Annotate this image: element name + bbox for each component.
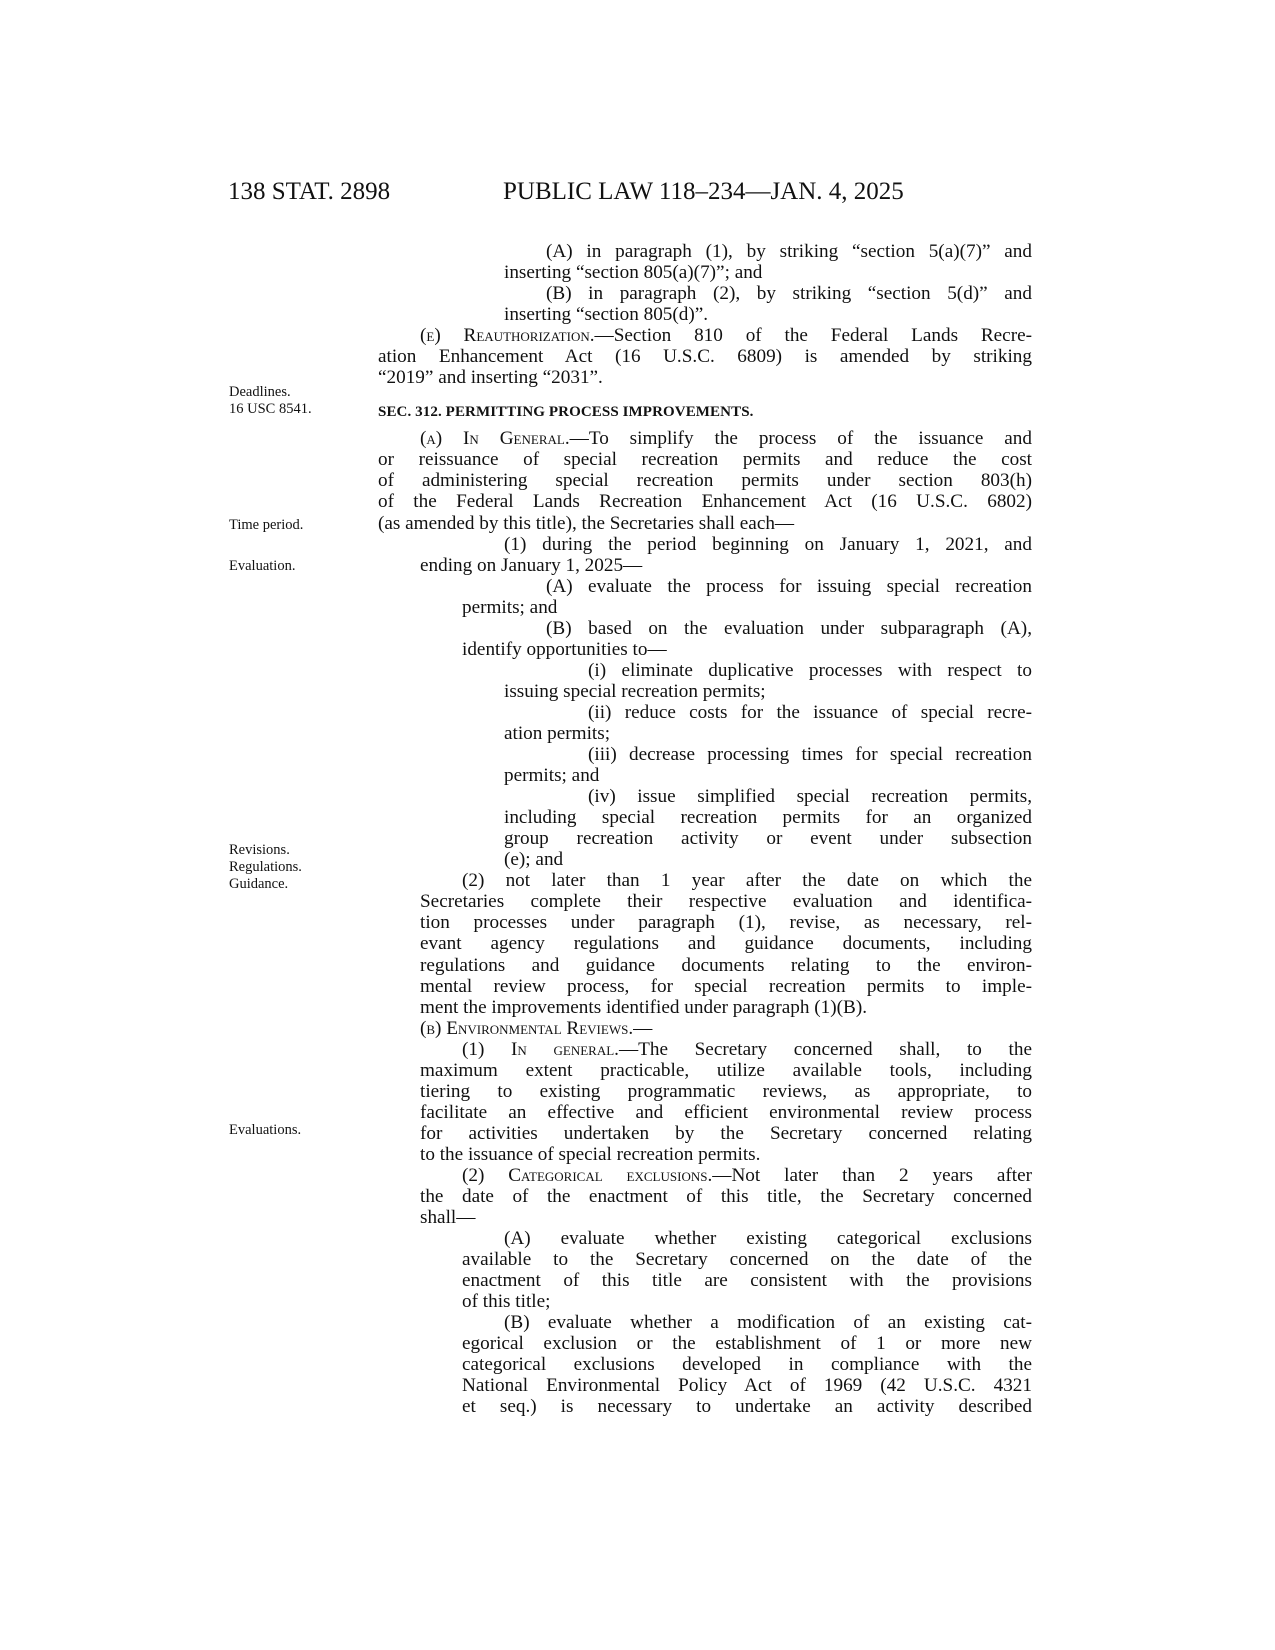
text-line: for activities undertaken by the Secretary concerned relating bbox=[420, 1122, 1032, 1144]
text-line: (e); and bbox=[504, 849, 564, 871]
text-line: regulations and guidance documents relating to the environ- bbox=[420, 954, 1032, 976]
margin-note-time-period: Time period. bbox=[229, 517, 304, 533]
text-line: categorical exclusions developed in compliance with the bbox=[462, 1354, 1032, 1376]
clause-iii bbox=[378, 744, 1032, 786]
amendment-paragraph-a bbox=[378, 241, 1032, 283]
margin-note-deadlines bbox=[229, 384, 312, 418]
margin-note-evaluation: Evaluation. bbox=[229, 558, 296, 574]
text-run: — bbox=[633, 1017, 653, 1039]
text-line: maximum extent practicable, utilize available tools, including bbox=[420, 1059, 1032, 1081]
statute-body bbox=[378, 241, 1032, 1418]
amendment-paragraph-b bbox=[378, 283, 1032, 325]
text-line: tiering to existing programmatic reviews, as appropriate, to bbox=[420, 1080, 1032, 1102]
paragraph-heading: (2) Categorical exclusions. bbox=[462, 1164, 713, 1186]
margin-note-evaluations: Evaluations. bbox=[229, 1122, 302, 1138]
subparagraph-1A bbox=[378, 576, 1032, 618]
env-subparagraph-2A bbox=[378, 1228, 1032, 1312]
text-line: shall— bbox=[420, 1207, 476, 1229]
text-line: of administering special recreation permits under section 803(h) bbox=[378, 470, 1032, 492]
text-line: egorical exclusion or the establishment of 1 or more new bbox=[462, 1333, 1032, 1355]
subsection-heading: (e) Reauthorization. bbox=[420, 325, 595, 347]
text-line: of the Federal Lands Recreation Enhancement Act (16 U.S.C. 6802) bbox=[378, 491, 1032, 513]
text-line: (B) based on the evaluation under subparagraph (A), bbox=[546, 617, 1032, 639]
text-line: (A) in paragraph (1), by striking “section 5(a)(7)” and bbox=[546, 241, 1032, 262]
text-line: (iv) issue simplified special recreation permits, bbox=[588, 786, 1032, 808]
text-line: (B) evaluate whether a modification of an existing cat- bbox=[504, 1312, 1032, 1334]
subsection-a-in-general bbox=[378, 428, 1032, 533]
margin-note-line: Revisions. bbox=[229, 842, 290, 858]
text-run: —Section 810 of the Federal Lands Recre- bbox=[594, 325, 1032, 347]
paragraph-heading: (1) In general. bbox=[462, 1038, 619, 1060]
text-line: “2019” and inserting “2031”. bbox=[378, 367, 603, 389]
text-line: (iii) decrease processing times for special recreation bbox=[588, 744, 1032, 766]
clause-ii bbox=[378, 702, 1032, 744]
text-line: (i) eliminate duplicative processes with respect to bbox=[588, 659, 1032, 681]
env-subparagraph-2B bbox=[378, 1312, 1032, 1417]
text-line bbox=[378, 1039, 1032, 1060]
subsection-b-environmental-reviews bbox=[378, 1018, 1032, 1039]
clause-iv bbox=[378, 786, 1032, 870]
text-run: —To simplify the process of the issuance and bbox=[569, 428, 1032, 450]
clause-i bbox=[378, 660, 1032, 702]
text-line: (A) evaluate the process for issuing special recreation bbox=[546, 575, 1032, 597]
statute-page-reference: 138 STAT. 2898 bbox=[228, 178, 391, 205]
reauthorization-subsection bbox=[378, 325, 1032, 388]
text-line: facilitate an effective and efficient environmental review process bbox=[420, 1101, 1032, 1123]
subparagraph-1B bbox=[378, 618, 1032, 660]
text-line: available to the Secretary concerned on the date of the bbox=[462, 1249, 1032, 1271]
margin-note-revisions bbox=[229, 842, 302, 893]
text-line: group recreation activity or event under subsection bbox=[504, 828, 1032, 850]
text-run: —The Secretary concerned shall, to the bbox=[618, 1038, 1032, 1060]
subsection-heading: (a) In General. bbox=[420, 428, 570, 450]
margin-note-line: Guidance. bbox=[229, 876, 289, 892]
public-law-title: PUBLIC LAW 118–234—JAN. 4, 2025 bbox=[503, 178, 904, 205]
margin-note-line: Deadlines. bbox=[229, 384, 291, 400]
env-paragraph-2 bbox=[378, 1165, 1032, 1228]
text-line: issuing special recreation permits; bbox=[504, 680, 766, 702]
text-line: or reissuance of special recreation permits and reduce the cost bbox=[378, 449, 1032, 471]
text-line bbox=[378, 428, 1032, 449]
text-line: (B) in paragraph (2), by striking “section 5(d)” and bbox=[546, 283, 1032, 305]
text-line: ending on January 1, 2025— bbox=[420, 554, 643, 576]
env-paragraph-1 bbox=[378, 1039, 1032, 1165]
text-line: tion processes under paragraph (1), revise, as necessary, rel- bbox=[420, 912, 1032, 934]
margin-note-line: 16 USC 8541. bbox=[229, 401, 312, 417]
running-header bbox=[0, 178, 1275, 218]
text-line: inserting “section 805(d)”. bbox=[504, 304, 709, 326]
text-line: et seq.) is necessary to undertake an activity described bbox=[462, 1396, 1032, 1418]
text-line: ation Enhancement Act (16 U.S.C. 6809) is amended by striking bbox=[378, 346, 1032, 368]
text-line: (as amended by this title), the Secretaries shall each— bbox=[378, 512, 795, 534]
text-line: enactment of this title are consistent with the provisions bbox=[462, 1270, 1032, 1292]
spacer bbox=[378, 388, 1032, 402]
text-line: Secretaries complete their respective evaluation and identifica- bbox=[420, 891, 1032, 913]
text-line: including special recreation permits for an organized bbox=[504, 807, 1032, 829]
paragraph-1 bbox=[378, 534, 1032, 576]
text-line: identify opportunities to— bbox=[462, 638, 667, 660]
text-line: the date of the enactment of this title, the Secretary concerned bbox=[420, 1186, 1032, 1208]
text-line: (ii) reduce costs for the issuance of special recre- bbox=[588, 701, 1032, 723]
subsection-heading: (b) Environmental Reviews. bbox=[420, 1017, 634, 1039]
paragraph-2 bbox=[378, 870, 1032, 1017]
text-line: evant agency regulations and guidance documents, including bbox=[420, 933, 1032, 955]
text-line: permits; and bbox=[504, 765, 600, 787]
text-line: ation permits; bbox=[504, 722, 611, 744]
text-line: to the issuance of special recreation permits. bbox=[420, 1143, 761, 1165]
text-line: (1) during the period beginning on January 1, 2021, and bbox=[504, 533, 1032, 555]
text-line: National Environmental Policy Act of 1969 (42 U.S.C. 4321 bbox=[462, 1375, 1032, 1397]
text-line bbox=[378, 1165, 1032, 1186]
text-run: —Not later than 2 years after bbox=[712, 1164, 1032, 1186]
text-line: mental review process, for special recreation permits to imple- bbox=[420, 975, 1032, 997]
text-line: ment the improvements identified under paragraph (1)(B). bbox=[420, 996, 868, 1018]
text-line bbox=[378, 325, 1032, 346]
section-heading: SEC. 312. PERMITTING PROCESS IMPROVEMENTS. bbox=[378, 404, 754, 421]
text-line: (A) evaluate whether existing categorical exclusions bbox=[504, 1228, 1032, 1250]
margin-note-line: Regulations. bbox=[229, 859, 302, 875]
text-line: inserting “section 805(a)(7)”; and bbox=[504, 262, 763, 284]
text-line: (2) not later than 1 year after the date on which the bbox=[462, 870, 1032, 892]
text-line: permits; and bbox=[462, 596, 558, 618]
text-line: of this title; bbox=[462, 1291, 551, 1313]
text-line bbox=[378, 1018, 1032, 1039]
